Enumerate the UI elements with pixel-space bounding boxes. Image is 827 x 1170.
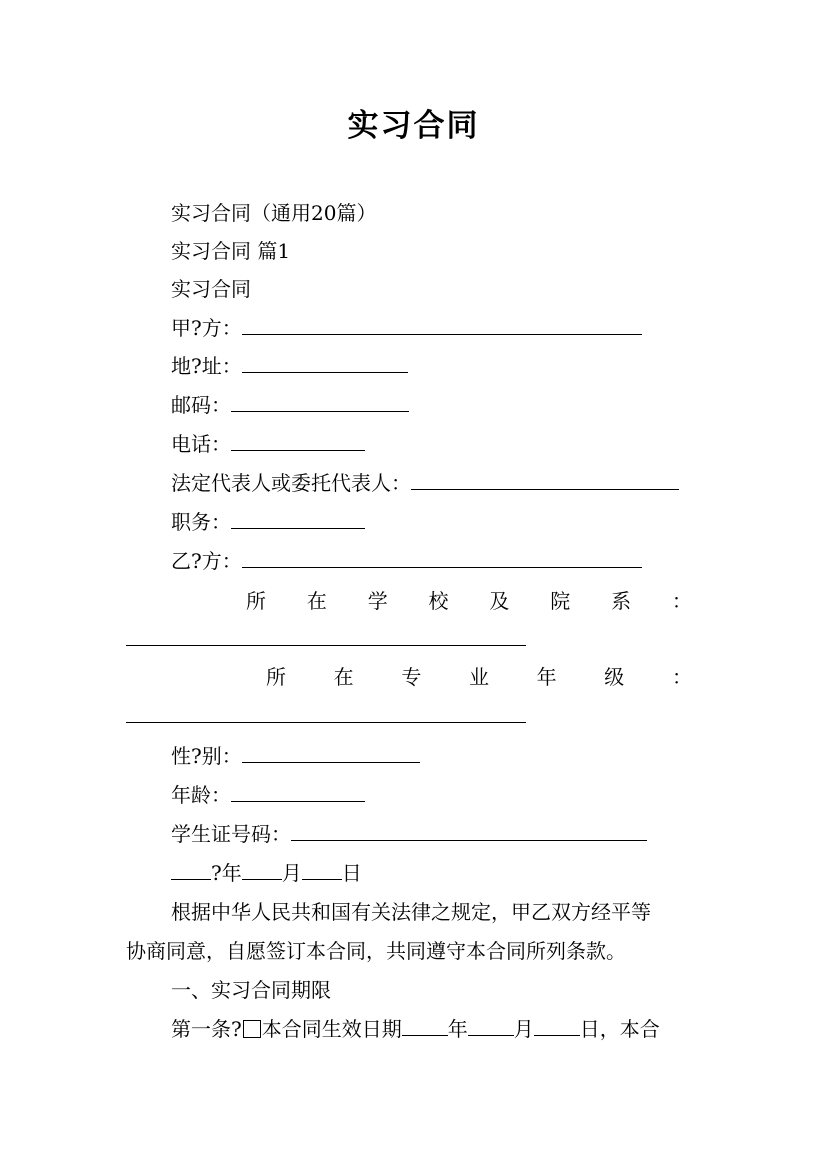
heading-part: 实习合同 篇1 [171, 239, 291, 263]
phone-field [171, 431, 365, 457]
party-b-field [171, 548, 642, 574]
major-field [126, 703, 526, 729]
age-blank[interactable] [231, 782, 365, 802]
major-char: 在 [333, 665, 354, 689]
school-char: 校 [428, 589, 449, 613]
date-month-label: 月 [281, 861, 302, 885]
major-label-row [266, 664, 692, 690]
phone-label: 电话： [171, 432, 231, 456]
party-b-blank[interactable] [242, 548, 642, 568]
legal-rep-blank[interactable] [411, 470, 679, 490]
party-a-field [171, 315, 642, 341]
school-char: 院 [550, 589, 571, 613]
age-label: 年龄： [171, 783, 231, 807]
article-1-year-label: 年 [447, 1017, 468, 1041]
date-day-blank[interactable] [302, 860, 342, 880]
major-char: 业 [468, 665, 489, 689]
major-char: ： [671, 665, 692, 689]
article-1-day-blank[interactable] [534, 1016, 580, 1036]
phone-blank[interactable] [231, 431, 365, 451]
date-day-label: 日 [341, 861, 362, 885]
major-char: 所 [266, 665, 286, 689]
postcode-field [171, 392, 409, 418]
school-char: ： [671, 589, 692, 613]
article-1-month-blank[interactable] [468, 1016, 514, 1036]
position-blank[interactable] [231, 509, 365, 529]
article-1-month-label: 月 [513, 1017, 534, 1041]
age-field [171, 782, 365, 808]
school-char: 学 [367, 589, 388, 613]
section-1-heading: 一、实习合同期限 [171, 978, 331, 1002]
position-field [171, 509, 365, 535]
article-1-day-label: 日，本合 [579, 1017, 660, 1041]
school-label-row [246, 588, 692, 614]
postcode-blank[interactable] [231, 392, 409, 412]
legal-rep-field [171, 470, 679, 496]
party-b-label: 乙?方： [171, 549, 242, 573]
heading-main: 实习合同（通用20篇） [171, 201, 377, 225]
date-line [171, 860, 362, 886]
school-char: 及 [489, 589, 510, 613]
checkbox-square-icon [243, 1020, 261, 1038]
gender-field [171, 743, 420, 769]
school-field [126, 626, 526, 652]
school-blank[interactable] [126, 626, 526, 646]
school-char: 在 [306, 589, 327, 613]
gender-label: 性?别： [171, 744, 242, 768]
major-char: 年 [536, 665, 557, 689]
major-blank[interactable] [126, 703, 526, 723]
article-1-year-blank[interactable] [402, 1016, 448, 1036]
paragraph-1-line-2: 协商同意，自愿签订本合同，共同遵守本合同所列条款。 [126, 939, 626, 963]
legal-rep-label: 法定代表人或委托代表人： [171, 471, 411, 495]
party-a-label: 甲?方： [171, 316, 242, 340]
address-label: 地?址： [171, 354, 242, 378]
article-1-text: 本合同生效日期 [261, 1017, 402, 1041]
gender-blank[interactable] [242, 743, 420, 763]
article-1 [171, 1016, 660, 1042]
school-char: 系 [611, 589, 632, 613]
school-char: 所 [246, 589, 266, 613]
postcode-label: 邮码： [171, 393, 231, 417]
date-month-blank[interactable] [242, 860, 282, 880]
contract-title: 实习合同 [171, 277, 251, 301]
student-id-label: 学生证号码： [171, 822, 291, 846]
date-year-blank[interactable] [171, 860, 211, 880]
document-title: 实习合同 [347, 108, 480, 144]
major-char: 级 [604, 665, 625, 689]
party-a-blank[interactable] [242, 315, 642, 335]
address-blank[interactable] [242, 353, 408, 373]
student-id-field [171, 821, 647, 847]
student-id-blank[interactable] [291, 821, 647, 841]
paragraph-1-line-1: 根据中华人民共和国有关法律之规定，甲乙双方经平等 [171, 900, 651, 924]
position-label: 职务： [171, 510, 231, 534]
date-year-label: ?年 [211, 861, 242, 885]
address-field [171, 353, 408, 379]
article-1-prefix: 第一条? [171, 1017, 242, 1041]
major-char: 专 [401, 665, 422, 689]
